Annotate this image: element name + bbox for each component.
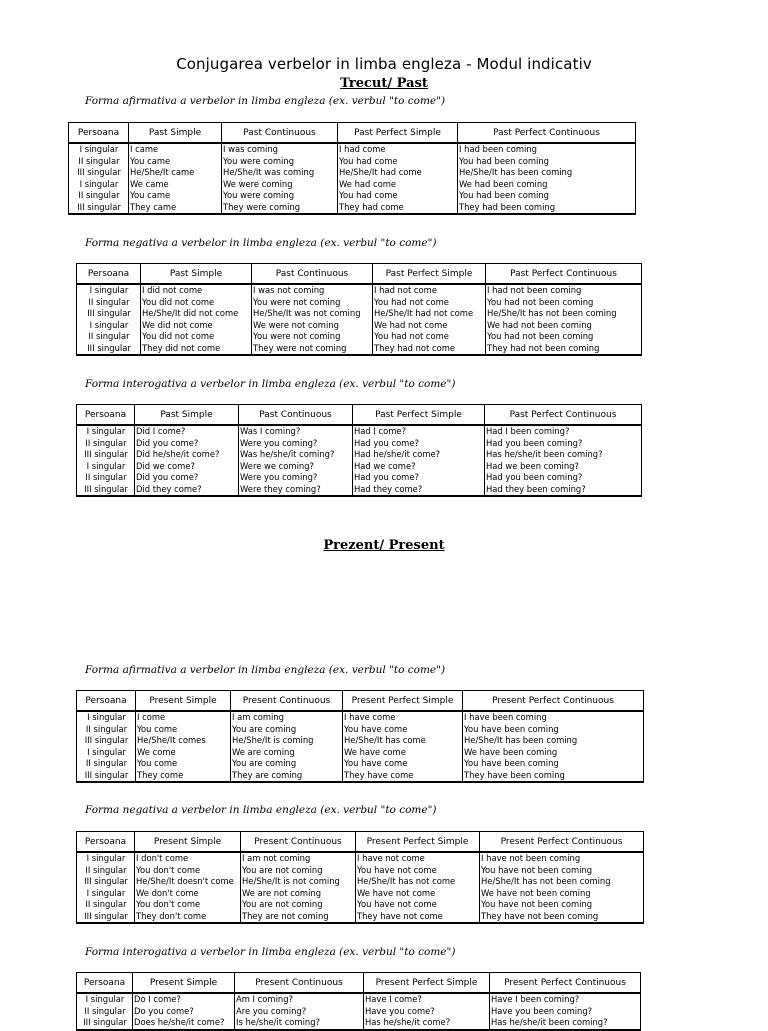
table-row	[77, 343, 642, 356]
conjugation-cell: He/She/It was not coming	[252, 308, 373, 320]
conjugation-cell: We have not been coming	[480, 888, 644, 900]
conjugation-cell: I have come	[343, 711, 463, 724]
conjugation-cell: You come	[136, 724, 231, 736]
conjugation-cell: I come	[136, 711, 231, 724]
person-cell: III singular	[77, 308, 141, 320]
conjugation-cell: Am I coming?	[235, 993, 364, 1006]
conjugation-cell: Were we coming?	[239, 461, 353, 473]
column-header: Past Continuous	[222, 123, 338, 144]
present-interrogative-table	[76, 972, 641, 1031]
conjugation-cell: Had you been coming?	[485, 472, 642, 484]
person-cell: II singular	[77, 724, 136, 736]
table-row	[77, 297, 642, 309]
conjugation-cell: We are not coming	[241, 888, 356, 900]
conjugation-cell: They had come	[338, 202, 458, 215]
conjugation-cell: I did not come	[141, 284, 252, 297]
conjugation-cell: They had not come	[373, 343, 486, 356]
conjugation-cell: We were not coming	[252, 320, 373, 332]
person-cell: I singular	[77, 284, 141, 297]
conjugation-cell: I had come	[338, 143, 458, 156]
conjugation-cell: You came	[129, 190, 222, 202]
table-row	[77, 438, 642, 450]
column-header: Present Simple	[133, 973, 235, 994]
conjugation-cell: Do I come?	[133, 993, 235, 1006]
conjugation-cell: Has he/she/it been coming?	[490, 1017, 641, 1030]
conjugation-cell: You are coming	[231, 724, 343, 736]
person-cell: III singular	[77, 911, 135, 924]
conjugation-cell: Had we come?	[353, 461, 485, 473]
table-row	[77, 735, 644, 747]
person-cell: III singular	[69, 202, 129, 215]
column-header: Past Perfect Continuous	[486, 264, 642, 285]
column-header: Past Perfect Continuous	[458, 123, 636, 144]
table-row	[77, 888, 644, 900]
person-cell: III singular	[77, 1017, 133, 1030]
conjugation-cell: They did not come	[141, 343, 252, 356]
present-affirmative-table	[76, 690, 644, 783]
person-cell: I singular	[77, 425, 135, 438]
person-cell: II singular	[69, 156, 129, 168]
conjugation-cell: You were not coming	[252, 297, 373, 309]
table-caption: Forma afirmativa a verbelor in limba engleza (ex. verbul "to come")	[85, 95, 446, 107]
conjugation-cell: Had we been coming?	[485, 461, 642, 473]
table-row	[77, 1006, 641, 1018]
table-row	[69, 143, 636, 156]
conjugation-cell: We have come	[343, 747, 463, 759]
person-cell: III singular	[77, 735, 136, 747]
column-header: Present Perfect Simple	[356, 832, 480, 853]
conjugation-cell: Were they coming?	[239, 484, 353, 497]
table-row	[77, 461, 642, 473]
conjugation-cell: Did you come?	[135, 438, 239, 450]
column-header: Present Perfect Simple	[343, 691, 463, 712]
conjugation-cell: Did I come?	[135, 425, 239, 438]
conjugation-cell: They have been coming	[463, 770, 644, 783]
conjugation-cell: I was coming	[222, 143, 338, 156]
column-header: Present Perfect Continuous	[480, 832, 644, 853]
conjugation-cell: We come	[136, 747, 231, 759]
conjugation-cell: You came	[129, 156, 222, 168]
conjugation-cell: You had been coming	[458, 190, 636, 202]
conjugation-cell: Was I coming?	[239, 425, 353, 438]
column-header: Persoana	[77, 973, 133, 994]
column-header: Past Perfect Simple	[373, 264, 486, 285]
conjugation-cell: You don't come	[135, 899, 241, 911]
conjugation-cell: He/She/It has been coming	[458, 167, 636, 179]
conjugation-cell: I had been coming	[458, 143, 636, 156]
table-row	[77, 993, 641, 1006]
conjugation-cell: Have you come?	[364, 1006, 490, 1018]
person-cell: II singular	[77, 758, 136, 770]
conjugation-cell: Had you come?	[353, 472, 485, 484]
conjugation-cell: You did not come	[141, 331, 252, 343]
conjugation-cell: We had come	[338, 179, 458, 191]
column-header: Present Continuous	[231, 691, 343, 712]
table-row	[69, 190, 636, 202]
conjugation-cell: We were coming	[222, 179, 338, 191]
conjugation-cell: Had he/she/it come?	[353, 449, 485, 461]
table-row	[77, 724, 644, 736]
conjugation-cell: They have not come	[356, 911, 480, 924]
conjugation-cell: We have been coming	[463, 747, 644, 759]
conjugation-cell: He/She/It has been coming	[463, 735, 644, 747]
conjugation-cell: He/She/It has not been coming	[486, 308, 642, 320]
table-row	[77, 484, 642, 497]
person-cell: II singular	[77, 1006, 133, 1018]
conjugation-cell: They come	[136, 770, 231, 783]
conjugation-cell: Did he/she/it come?	[135, 449, 239, 461]
conjugation-cell: We don't come	[135, 888, 241, 900]
person-cell: III singular	[77, 449, 135, 461]
conjugation-cell: We have not come	[356, 888, 480, 900]
table-row	[69, 167, 636, 179]
person-cell: II singular	[77, 899, 135, 911]
conjugation-cell: You are not coming	[241, 865, 356, 877]
column-header: Past Continuous	[252, 264, 373, 285]
conjugation-cell: We had not come	[373, 320, 486, 332]
column-header: Persoana	[77, 832, 135, 853]
conjugation-cell: I was not coming	[252, 284, 373, 297]
conjugation-cell: We did not come	[141, 320, 252, 332]
person-cell: I singular	[77, 320, 141, 332]
column-header: Persoana	[77, 405, 135, 426]
section-title-past: Trecut/ Past	[340, 76, 428, 91]
past-negative-table	[76, 263, 642, 356]
conjugation-cell: Were you coming?	[239, 438, 353, 450]
table-row	[77, 1017, 641, 1030]
table-header-row	[77, 832, 644, 853]
present-negative-table	[76, 831, 644, 924]
table-header-row	[77, 264, 642, 285]
person-cell: I singular	[77, 993, 133, 1006]
table-row	[77, 425, 642, 438]
table-header-row	[69, 123, 636, 144]
conjugation-cell: You had not come	[373, 297, 486, 309]
conjugation-cell: You come	[136, 758, 231, 770]
conjugation-cell: You have not been coming	[480, 865, 644, 877]
conjugation-cell: Have you been coming?	[490, 1006, 641, 1018]
person-cell: I singular	[69, 179, 129, 191]
conjugation-cell: You are not coming	[241, 899, 356, 911]
conjugation-cell: You had come	[338, 156, 458, 168]
section-title-present: Prezent/ Present	[323, 538, 445, 553]
conjugation-cell: Had you come?	[353, 438, 485, 450]
column-header: Past Perfect Simple	[338, 123, 458, 144]
conjugation-cell: I have not come	[356, 852, 480, 865]
table-header-row	[77, 973, 641, 994]
column-header: Present Perfect Continuous	[463, 691, 644, 712]
conjugation-cell: He/She/It has not come	[356, 876, 480, 888]
conjugation-cell: He/She/It is not coming	[241, 876, 356, 888]
column-header: Present Simple	[136, 691, 231, 712]
table-caption: Forma afirmativa a verbelor in limba engleza (ex. verbul "to come")	[85, 664, 446, 676]
table-row	[77, 284, 642, 297]
conjugation-cell: They had not been coming	[486, 343, 642, 356]
conjugation-cell: Has he/she/it been coming?	[485, 449, 642, 461]
conjugation-cell: Do you come?	[133, 1006, 235, 1018]
person-cell: II singular	[77, 331, 141, 343]
table-row	[77, 852, 644, 865]
column-header: Persoana	[77, 264, 141, 285]
conjugation-cell: They have not been coming	[480, 911, 644, 924]
conjugation-cell: He/She/It was coming	[222, 167, 338, 179]
conjugation-cell: Have I been coming?	[490, 993, 641, 1006]
conjugation-cell: I don't come	[135, 852, 241, 865]
conjugation-cell: You have not come	[356, 899, 480, 911]
conjugation-cell: They have come	[343, 770, 463, 783]
conjugation-cell: Had you been coming?	[485, 438, 642, 450]
conjugation-cell: They don't come	[135, 911, 241, 924]
table-header-row	[77, 691, 644, 712]
conjugation-cell: I had not come	[373, 284, 486, 297]
column-header: Past Simple	[135, 405, 239, 426]
person-cell: II singular	[69, 190, 129, 202]
person-cell: II singular	[77, 297, 141, 309]
table-row	[77, 449, 642, 461]
column-header: Persoana	[69, 123, 129, 144]
conjugation-cell: You have been coming	[463, 758, 644, 770]
column-header: Persoana	[77, 691, 136, 712]
column-header: Past Continuous	[239, 405, 353, 426]
conjugation-cell: You are coming	[231, 758, 343, 770]
conjugation-cell: You have come	[343, 724, 463, 736]
person-cell: I singular	[77, 461, 135, 473]
conjugation-cell: Had they come?	[353, 484, 485, 497]
conjugation-cell: You have not been coming	[480, 899, 644, 911]
conjugation-cell: You were coming	[222, 190, 338, 202]
conjugation-cell: They are not coming	[241, 911, 356, 924]
conjugation-cell: He/She/It came	[129, 167, 222, 179]
table-row	[77, 770, 644, 783]
conjugation-cell: We are coming	[231, 747, 343, 759]
conjugation-cell: I have not been coming	[480, 852, 644, 865]
conjugation-cell: Are you coming?	[235, 1006, 364, 1018]
column-header: Past Perfect Simple	[353, 405, 485, 426]
table-caption: Forma interogativa a verbelor in limba engleza (ex. verbul "to come")	[85, 946, 456, 958]
conjugation-cell: I came	[129, 143, 222, 156]
conjugation-cell: We had been coming	[458, 179, 636, 191]
column-header: Present Simple	[135, 832, 241, 853]
table-row	[77, 747, 644, 759]
person-cell: III singular	[77, 770, 136, 783]
table-caption: Forma interogativa a verbelor in limba engleza (ex. verbul "to come")	[85, 378, 456, 390]
conjugation-cell: Is he/she/it coming?	[235, 1017, 364, 1030]
conjugation-cell: Have I come?	[364, 993, 490, 1006]
conjugation-cell: They were not coming	[252, 343, 373, 356]
person-cell: I singular	[77, 888, 135, 900]
past-interrogative-table	[76, 404, 642, 497]
past-affirmative-table	[68, 122, 636, 215]
person-cell: I singular	[77, 711, 136, 724]
column-header: Present Perfect Simple	[364, 973, 490, 994]
conjugation-cell: You had not come	[373, 331, 486, 343]
table-row	[77, 308, 642, 320]
person-cell: I singular	[77, 852, 135, 865]
person-cell: III singular	[77, 484, 135, 497]
document-title: Conjugarea verbelor in limba engleza - Modul indicativ	[176, 55, 592, 73]
conjugation-cell: He/She/It doesn't come	[135, 876, 241, 888]
column-header: Present Perfect Continuous	[490, 973, 641, 994]
conjugation-cell: You have been coming	[463, 724, 644, 736]
conjugation-cell: They were coming	[222, 202, 338, 215]
conjugation-cell: They came	[129, 202, 222, 215]
conjugation-cell: You had come	[338, 190, 458, 202]
conjugation-cell: You have not come	[356, 865, 480, 877]
person-cell: III singular	[77, 876, 135, 888]
conjugation-cell: Had I been coming?	[485, 425, 642, 438]
conjugation-cell: Has he/she/it come?	[364, 1017, 490, 1030]
conjugation-cell: He/She/It had come	[338, 167, 458, 179]
table-caption: Forma negativa a verbelor in limba engleza (ex. verbul "to come")	[85, 237, 437, 249]
conjugation-cell: Was he/she/it coming?	[239, 449, 353, 461]
conjugation-cell: Had I come?	[353, 425, 485, 438]
conjugation-cell: Did they come?	[135, 484, 239, 497]
conjugation-cell: We came	[129, 179, 222, 191]
person-cell: II singular	[77, 865, 135, 877]
conjugation-cell: We had not been coming	[486, 320, 642, 332]
conjugation-cell: He/She/It has come	[343, 735, 463, 747]
column-header: Past Simple	[141, 264, 252, 285]
conjugation-cell: They had been coming	[458, 202, 636, 215]
conjugation-cell: You don't come	[135, 865, 241, 877]
table-row	[69, 156, 636, 168]
conjugation-cell: You were coming	[222, 156, 338, 168]
conjugation-cell: You had not been coming	[486, 331, 642, 343]
conjugation-cell: He/She/It had not come	[373, 308, 486, 320]
table-row	[77, 899, 644, 911]
conjugation-cell: He/She/It did not come	[141, 308, 252, 320]
table-row	[77, 865, 644, 877]
conjugation-cell: Does he/she/it come?	[133, 1017, 235, 1030]
column-header: Present Continuous	[241, 832, 356, 853]
conjugation-cell: You were not coming	[252, 331, 373, 343]
table-row	[77, 320, 642, 332]
conjugation-cell: He/She/It is coming	[231, 735, 343, 747]
table-row	[77, 911, 644, 924]
conjugation-cell: Did we come?	[135, 461, 239, 473]
conjugation-cell: You have come	[343, 758, 463, 770]
table-row	[69, 202, 636, 215]
person-cell: I singular	[77, 747, 136, 759]
table-row	[77, 711, 644, 724]
conjugation-cell: He/She/It has not been coming	[480, 876, 644, 888]
table-row	[77, 758, 644, 770]
conjugation-cell: You had not been coming	[486, 297, 642, 309]
column-header: Past Perfect Continuous	[485, 405, 642, 426]
table-row	[69, 179, 636, 191]
table-row	[77, 876, 644, 888]
conjugation-cell: They are coming	[231, 770, 343, 783]
conjugation-cell: I am coming	[231, 711, 343, 724]
conjugation-cell: You had been coming	[458, 156, 636, 168]
person-cell: III singular	[69, 167, 129, 179]
conjugation-cell: Had they been coming?	[485, 484, 642, 497]
conjugation-cell: I have been coming	[463, 711, 644, 724]
table-header-row	[77, 405, 642, 426]
conjugation-cell: Did you come?	[135, 472, 239, 484]
table-row	[77, 472, 642, 484]
table-row	[77, 331, 642, 343]
person-cell: I singular	[69, 143, 129, 156]
conjugation-cell: You did not come	[141, 297, 252, 309]
column-header: Past Simple	[129, 123, 222, 144]
person-cell: II singular	[77, 472, 135, 484]
conjugation-cell: He/She/It comes	[136, 735, 231, 747]
conjugation-cell: I am not coming	[241, 852, 356, 865]
table-caption: Forma negativa a verbelor in limba engleza (ex. verbul "to come")	[85, 804, 437, 816]
person-cell: II singular	[77, 438, 135, 450]
conjugation-cell: Were you coming?	[239, 472, 353, 484]
column-header: Present Continuous	[235, 973, 364, 994]
conjugation-cell: I had not been coming	[486, 284, 642, 297]
person-cell: III singular	[77, 343, 141, 356]
